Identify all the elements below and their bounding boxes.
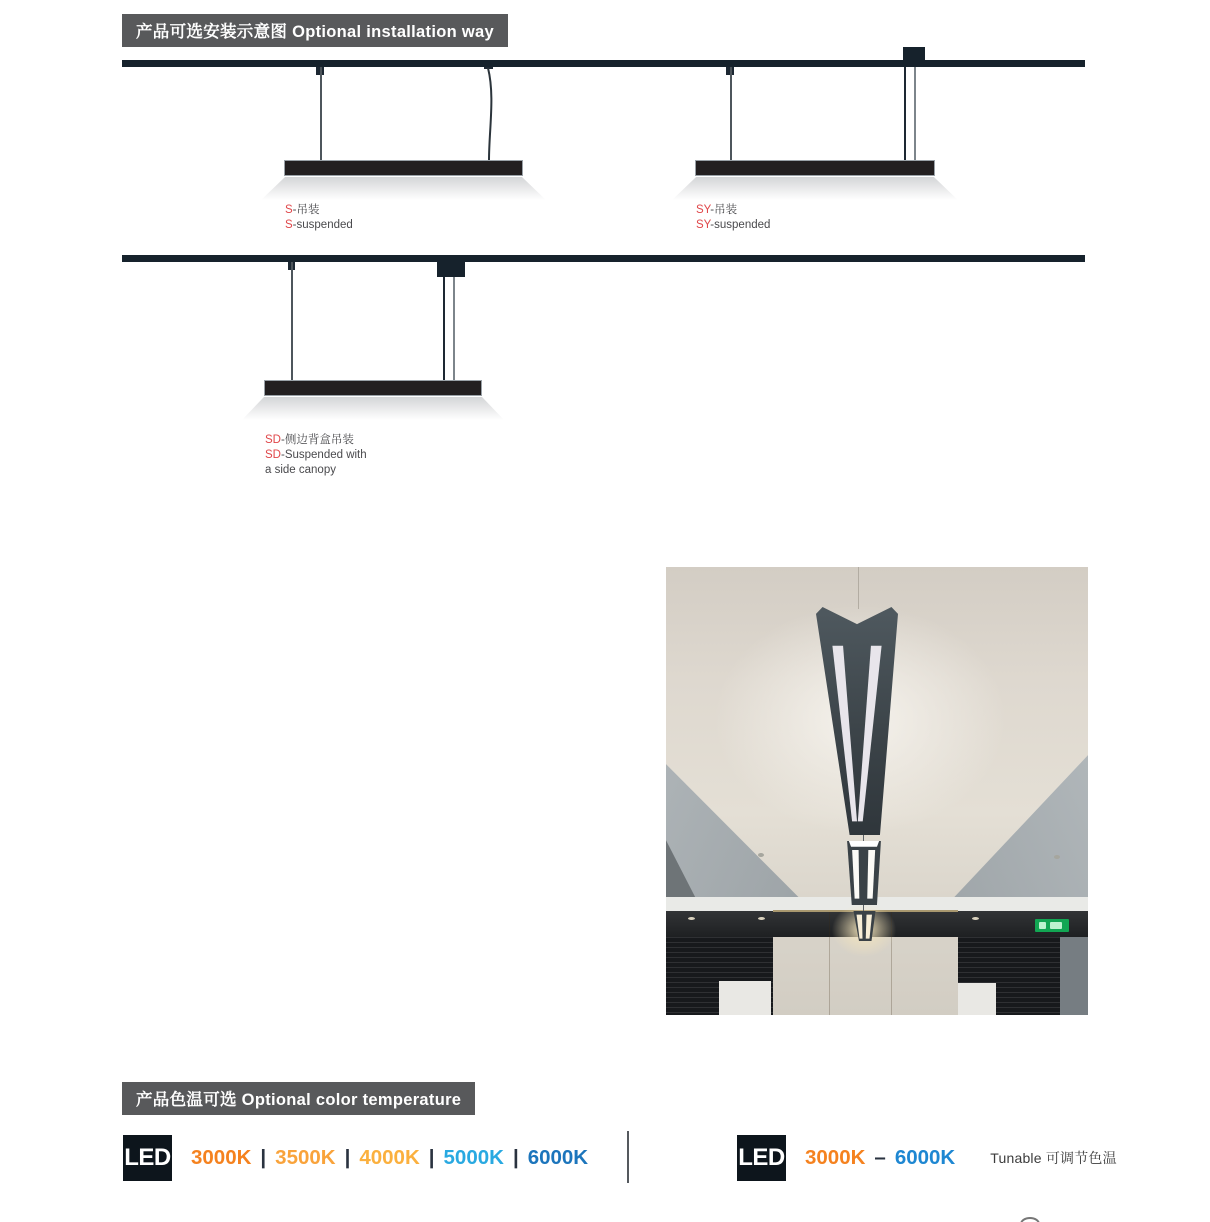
temp-3000k: 3000K xyxy=(191,1146,252,1169)
temp-separator: | xyxy=(512,1146,519,1169)
sd-suspension-wire xyxy=(291,262,293,380)
temp-3500k: 3500K xyxy=(275,1146,336,1169)
photo-downlight xyxy=(688,917,695,920)
temp-4000k: 4000K xyxy=(359,1146,420,1169)
light-strip xyxy=(846,841,882,905)
pendant-connector xyxy=(863,905,864,911)
s-label: S-吊装 S-suspended xyxy=(285,204,353,231)
photo-ceiling-sensor xyxy=(1054,855,1060,859)
sy-suspension-wire xyxy=(730,66,732,160)
photo-suspension-wire xyxy=(858,567,859,609)
pendant-connector xyxy=(863,835,864,841)
sy-drop-rod xyxy=(904,60,906,160)
ceiling-line-1 xyxy=(122,60,1085,67)
temp-separator: | xyxy=(428,1146,435,1169)
led-badge: LED xyxy=(123,1135,172,1181)
s-light-beam xyxy=(259,177,548,202)
sy-label-prefix-en: SY xyxy=(696,219,711,231)
temp-5000k: 5000K xyxy=(443,1146,504,1169)
color-temp-options xyxy=(191,1135,588,1181)
pendant-middle-segment xyxy=(846,841,882,905)
ceiling-line-2 xyxy=(122,255,1085,262)
pendant-top-segment xyxy=(816,607,898,835)
sd-drop-rod xyxy=(443,277,445,380)
range-to: 6000K xyxy=(894,1146,956,1169)
page-footer-logo-partial xyxy=(1020,1217,1040,1222)
sy-label: SY-吊装 SY-suspended xyxy=(696,204,771,231)
light-strip xyxy=(816,607,898,835)
temperature-section-title: 产品色温可选 Optional color temperature xyxy=(122,1082,475,1115)
sd-label: SD-侧边背盒吊装 SD-Suspended with a side canopy xyxy=(265,434,367,476)
range-dash: – xyxy=(874,1146,886,1169)
s-suspension-wire xyxy=(320,66,322,160)
photo-downlight xyxy=(758,917,765,920)
tunable-range xyxy=(805,1135,1117,1181)
photo-wall-panel-left xyxy=(719,981,771,1015)
range-from: 3000K xyxy=(805,1146,866,1169)
temp-6000k: 6000K xyxy=(527,1146,589,1169)
sd-light-beam xyxy=(240,397,506,422)
s-label-prefix-en: S xyxy=(285,219,293,231)
photo-wall-panel-right xyxy=(958,983,996,1015)
temp-separator: | xyxy=(344,1146,351,1169)
tunable-note: Tunable 可调节色温 xyxy=(990,1150,1117,1166)
light-strip xyxy=(846,841,882,905)
s-power-cord xyxy=(480,60,498,162)
sy-light-beam xyxy=(670,177,960,202)
s-fixture-bar xyxy=(284,160,523,176)
sy-canopy-box xyxy=(903,47,925,60)
photo-downlight xyxy=(972,917,979,920)
sd-fixture-bar xyxy=(264,380,482,396)
photo-window-right-light xyxy=(1060,937,1088,1015)
exit-sign xyxy=(1035,919,1069,932)
sy-drop-cable xyxy=(914,60,916,160)
sd-label-prefix-cn: SD xyxy=(265,434,281,446)
light-strip xyxy=(816,607,898,835)
installation-section-title: 产品可选安装示意图 Optional installation way xyxy=(122,14,508,47)
s-label-prefix-cn: S xyxy=(285,204,293,216)
product-photo xyxy=(666,567,1088,1015)
led-badge: LED xyxy=(737,1135,786,1181)
photo-ceiling-sensor xyxy=(758,853,764,857)
sd-side-canopy-box xyxy=(437,262,465,277)
section-divider xyxy=(627,1131,629,1183)
sy-label-prefix-cn: SY xyxy=(696,204,711,216)
light-strip xyxy=(846,841,882,905)
sd-drop-cable xyxy=(453,277,455,380)
sd-label-prefix-en: SD xyxy=(265,449,281,461)
temp-separator: | xyxy=(260,1146,267,1169)
sy-fixture-bar xyxy=(695,160,935,176)
